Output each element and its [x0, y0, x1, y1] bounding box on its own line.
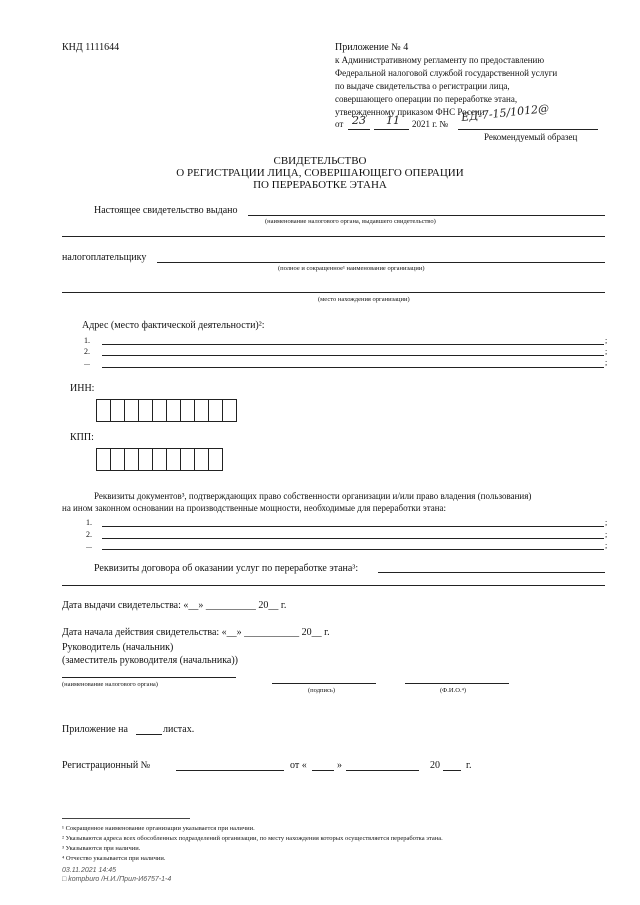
location-field[interactable]	[62, 292, 605, 293]
regulation-line-2: Федеральной налоговой службой государственной услуги	[335, 68, 558, 78]
docs-item-1-semicolon: ;	[605, 518, 608, 527]
docs-item-more-semicolon: ;	[605, 541, 608, 550]
address-item-2-num: 2.	[84, 347, 90, 356]
docs-item-more: ...	[86, 541, 92, 550]
contract-field-2[interactable]	[62, 585, 605, 586]
inn-label: ИНН:	[70, 383, 95, 394]
annex-pages-field[interactable]	[136, 734, 162, 735]
address-item-more: ...	[84, 358, 90, 367]
docs-item-more-field[interactable]	[102, 549, 604, 550]
regulation-line-4: совершающего операции по переработке этана,	[335, 94, 518, 104]
reg-quote: »	[337, 760, 342, 771]
signature-caption: (подпись)	[308, 687, 335, 694]
reg-from: от «	[290, 760, 307, 771]
reg-g: г.	[466, 760, 472, 771]
docs-item-1-field[interactable]	[102, 526, 604, 527]
order-prefix: от	[335, 119, 344, 129]
fio-caption: (Ф.И.О.⁴)	[440, 687, 466, 694]
kpp-cells[interactable]	[96, 448, 223, 471]
address-item-1-num: 1.	[84, 336, 90, 345]
recommended-sample: Рекомендуемый образец	[484, 132, 578, 142]
footnote-2: ² Указываются адреса всех обособленных подразделений организации, по месту нахождения которых осуществляется переработка этана.	[62, 835, 443, 842]
footnote-3: ³ Указываются при наличии.	[62, 845, 141, 852]
address-item-1-field[interactable]	[102, 344, 604, 345]
issue-date: Дата выдачи свидетельства: «__» __________ 20__ г.	[62, 600, 287, 611]
footnote-1: ¹ Сокращенное наименование организации указывается при наличии.	[62, 825, 255, 832]
address-item-2-field[interactable]	[102, 355, 604, 356]
docs-item-2-field[interactable]	[102, 538, 604, 539]
footnote-separator	[62, 818, 190, 819]
address-item-more-field[interactable]	[102, 367, 604, 368]
address-item-2-semicolon: ;	[605, 347, 608, 356]
docs-line-1: Реквизиты документов³, подтверждающих право собственности организации и/или право владения (пользования)	[94, 491, 532, 501]
annex-prefix: Приложение на	[62, 724, 128, 735]
print-stamp-file-text: kompburo /Н.И./Прил-И6757-1-4	[68, 876, 172, 883]
reg-label: Регистрационный №	[62, 760, 151, 771]
kpp-label: КПП:	[70, 432, 94, 443]
knd-code: КНД 1111644	[62, 42, 120, 53]
contract-field[interactable]	[378, 572, 605, 573]
head-title-1: Руководитель (начальник)	[62, 642, 174, 653]
address-item-more-semicolon: ;	[605, 358, 608, 367]
signature-field[interactable]	[272, 683, 376, 684]
org-name-caption: (наименование налогового органа)	[62, 681, 158, 688]
taxpayer-label: налогоплательщику	[62, 252, 147, 263]
issued-caption: (наименование налогового органа, выдавшего свидетельство)	[265, 218, 436, 225]
regulation-line-5: утвержденному приказом ФНС России	[335, 107, 485, 117]
order-year: 2021 г. №	[412, 119, 449, 129]
taxpayer-caption: (полное и сокращенное¹ наименование организации)	[278, 265, 425, 272]
fio-field[interactable]	[405, 683, 509, 684]
docs-item-1-num: 1.	[86, 518, 92, 527]
order-month: 11	[386, 114, 400, 127]
regulation-line-3: по выдаче свидетельства о регистрации лица,	[335, 81, 510, 91]
address-item-1-semicolon: ;	[605, 336, 608, 345]
reg-year-field[interactable]	[443, 770, 461, 771]
footnote-4: ⁴ Отчество указывается при наличии.	[62, 855, 166, 862]
reg-year: 20	[430, 760, 440, 771]
start-date: Дата начала действия свидетельства: «__» ___________ 20__ г.	[62, 627, 330, 638]
address-label: Адрес (место фактической деятельности)²:	[82, 320, 265, 331]
file-icon: □	[62, 876, 67, 883]
order-day: 23	[352, 114, 366, 127]
reg-month-field[interactable]	[346, 770, 419, 771]
reg-number-field[interactable]	[176, 770, 284, 771]
print-stamp-date: 03.11.2021 14:45	[62, 867, 116, 874]
contract-label: Реквизиты договора об оказании услуг по переработке этана³:	[94, 563, 359, 574]
location-caption: (место нахождения организации)	[318, 296, 410, 303]
regulation-line-1: к Административному регламенту по предоставлению	[335, 55, 545, 65]
docs-line-2: на ином законном основании на производственные мощности, необходимые для переработки этана:	[62, 503, 447, 513]
issued-field-2[interactable]	[62, 236, 605, 237]
issued-label: Настоящее свидетельство выдано	[94, 205, 238, 216]
annex-suffix: листах.	[163, 724, 195, 735]
docs-item-2-num: 2.	[86, 530, 92, 539]
taxpayer-field[interactable]	[157, 262, 605, 263]
print-stamp-file	[62, 876, 171, 883]
doc-title-3: ПО ПЕРЕРАБОТКЕ ЭТАНА	[253, 179, 387, 191]
docs-item-2-semicolon: ;	[605, 530, 608, 539]
inn-cells[interactable]	[96, 399, 237, 422]
doc-title-2: О РЕГИСТРАЦИИ ЛИЦА, СОВЕРШАЮЩЕГО ОПЕРАЦИИ	[176, 167, 464, 179]
reg-day-field[interactable]	[312, 770, 334, 771]
appendix-number: Приложение № 4	[335, 42, 409, 53]
doc-title-1: СВИДЕТЕЛЬСТВО	[273, 155, 367, 167]
org-name-field[interactable]	[62, 677, 236, 678]
order-number: ЕД-7-15/1012@	[460, 101, 550, 124]
issued-field[interactable]	[248, 215, 605, 216]
head-title-2: (заместитель руководителя (начальника))	[62, 655, 239, 666]
